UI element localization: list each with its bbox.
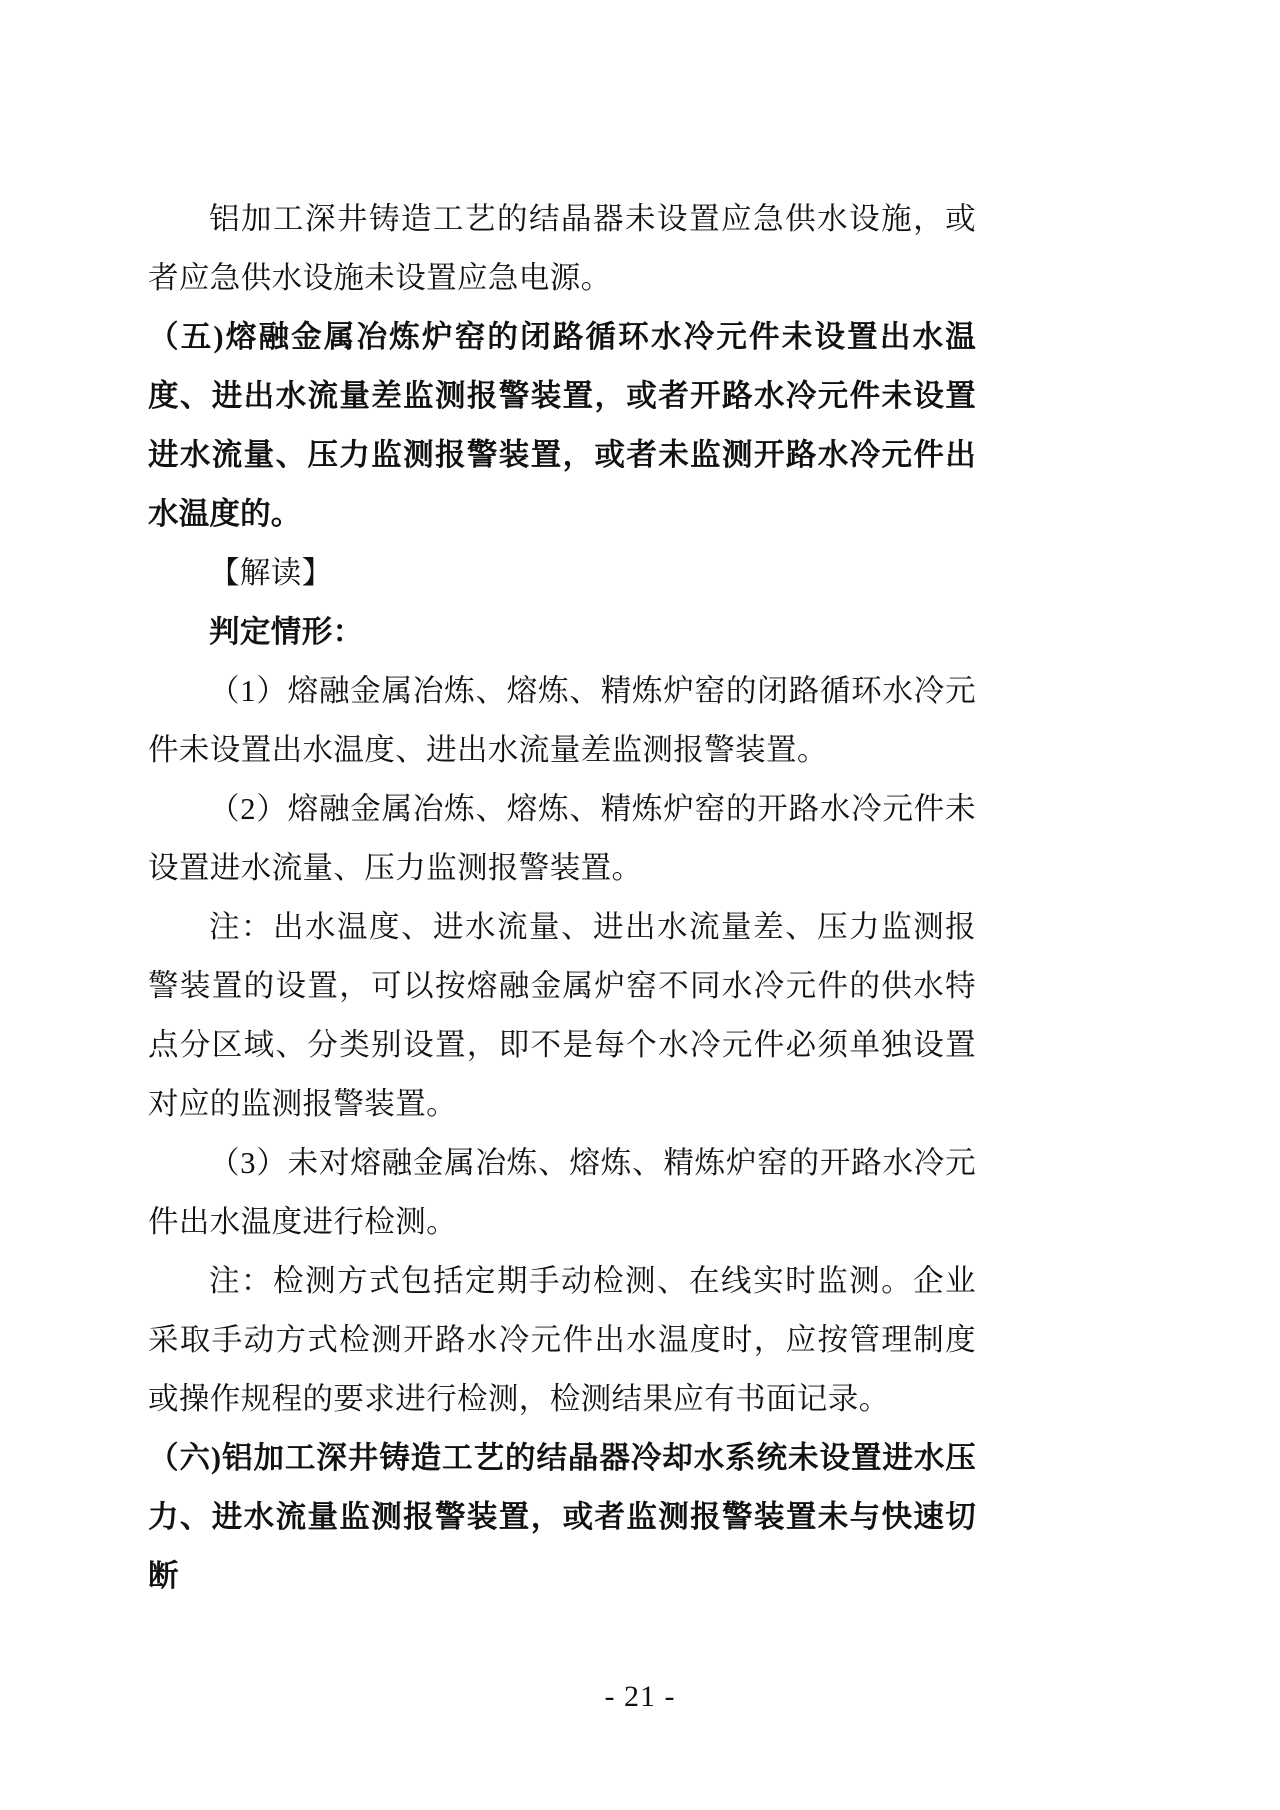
paragraph-note-1: 注：出水温度、进水流量、进出水流量差、压力监测报警装置的设置，可以按熔融金属炉窑不同水冷元件的供水特点分区域、分类别设置，即不是每个水冷元件必须单独设置对应的监测报警装置。	[148, 910, 976, 1121]
page-number: - 21 -	[604, 1680, 676, 1713]
paragraph-note-2: 注：检测方式包括定期手动检测、在线实时监测。企业采取手动方式检测开路水冷元件出水温度时，应按管理制度或操作规程的要求进行检测，检测结果应有书面记录。	[148, 1264, 976, 1416]
paragraph-clause-six: （六)铝加工深井铸造工艺的结晶器冷却水系统未设置进水压力、进水流量监测报警装置，或者监测报警装置未与快速切断	[148, 1441, 976, 1593]
paragraph-item-2: （2）熔融金属冶炼、熔炼、精炼炉窑的开路水冷元件未设置进水流量、压力监测报警装置。	[148, 792, 976, 885]
paragraph-item-1: （1）熔融金属冶炼、熔炼、精炼炉窑的闭路循环水冷元件未设置出水温度、进出水流量差监测报警装置。	[148, 674, 976, 767]
paragraph-clause-five: （五)熔融金属冶炼炉窑的闭路循环水冷元件未设置出水温度、进出水流量差监测报警装置，或者开路水冷元件未设置进水流量、压力监测报警装置，或者未监测开路水冷元件出水温度的。	[148, 320, 976, 531]
paragraph-determination-heading: 判定情形：	[209, 615, 364, 649]
paragraph-1: 铝加工深井铸造工艺的结晶器未设置应急供水设施，或者应急供水设施未设置应急电源。	[148, 202, 976, 295]
page-body	[148, 190, 976, 1606]
paragraph-interpretation-label: 【解读】	[209, 556, 333, 590]
paragraph-item-3: （3）未对熔融金属冶炼、熔炼、精炼炉窑的开路水冷元件出水温度进行检测。	[148, 1146, 976, 1239]
